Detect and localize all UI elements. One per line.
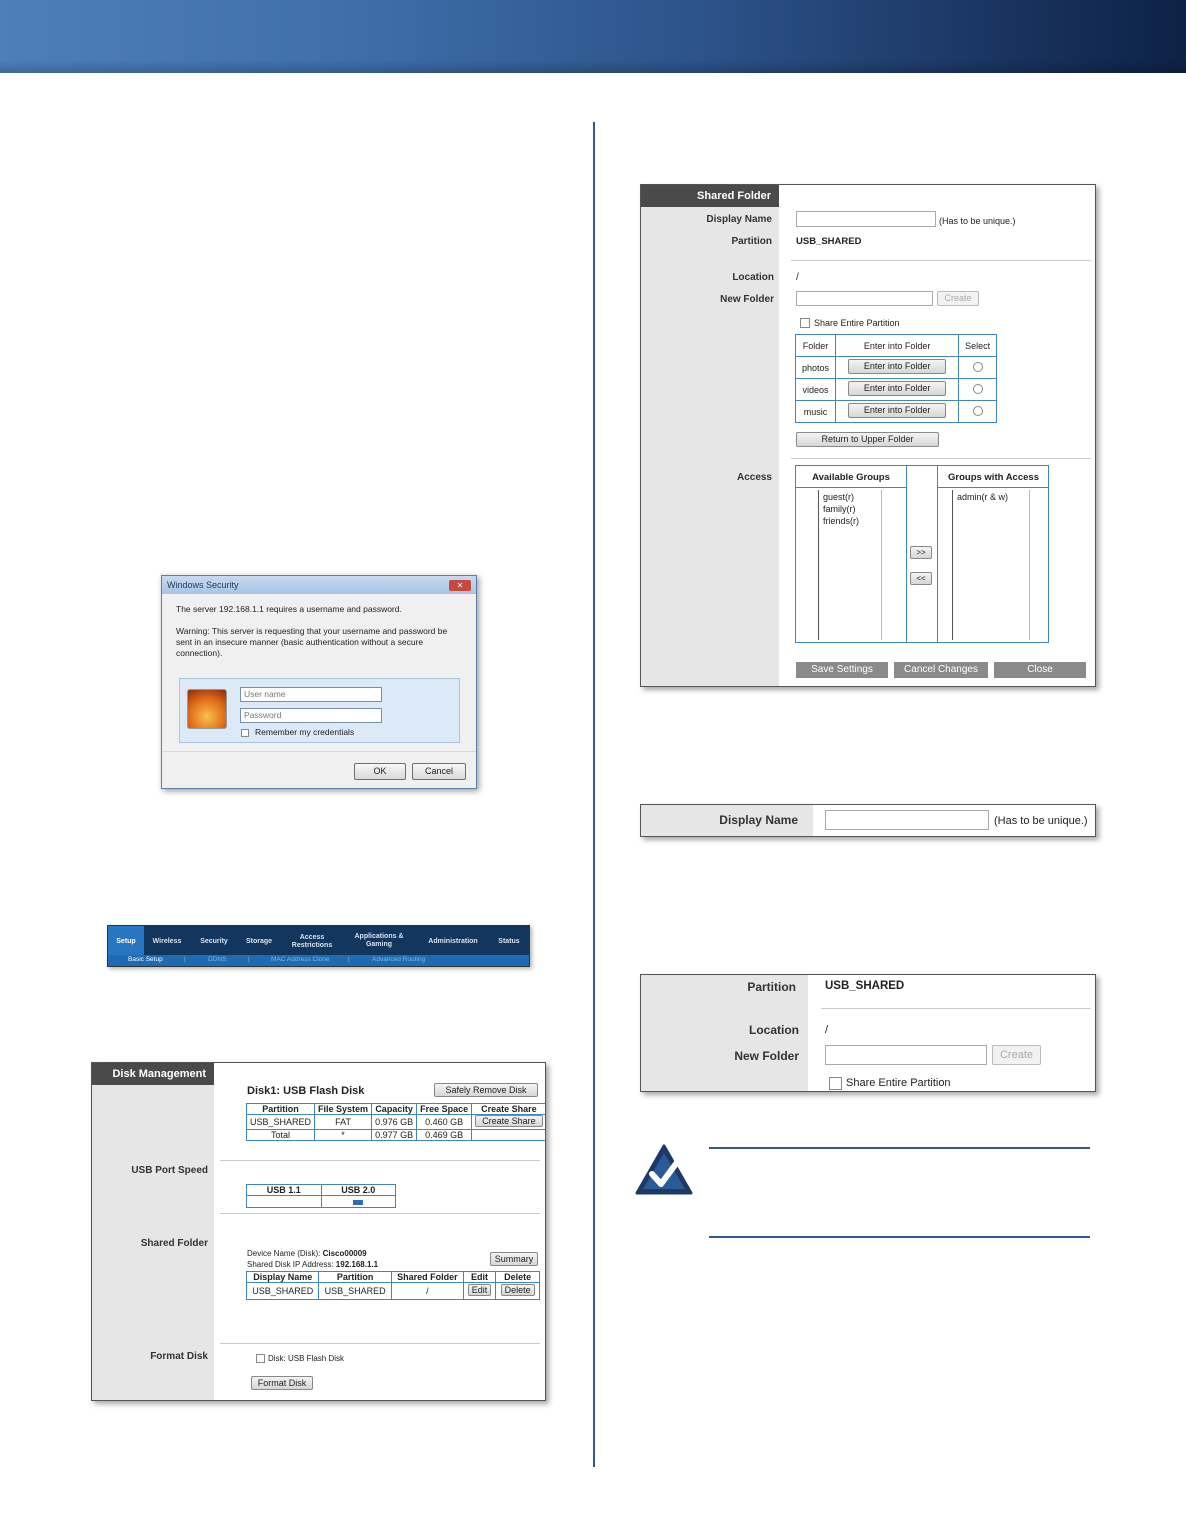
section-divider — [791, 458, 1091, 459]
unique-hint: (Has to be unique.) — [939, 216, 1016, 226]
table-cell: 0.469 GB — [417, 1130, 472, 1141]
table-cell: USB_SHARED — [247, 1283, 319, 1300]
partition-table — [246, 1103, 546, 1141]
dialog-message: The server 192.168.1.1 requires a username and password. — [176, 604, 402, 614]
display-name-input[interactable] — [825, 810, 989, 830]
create-share-button[interactable]: Create Share — [475, 1115, 543, 1127]
create-folder-button[interactable]: Create — [937, 291, 979, 306]
crop-sidebar — [641, 975, 808, 1091]
shared-ip-label: Shared Disk IP Address: — [247, 1260, 334, 1269]
share-entire-partition-label: Share Entire Partition — [846, 1077, 951, 1089]
usb-2-0-selected-indicator[interactable] — [353, 1200, 363, 1205]
subnav-mac-address-clone[interactable]: MAC Address Clone — [271, 956, 330, 963]
device-name-value: Cisco00009 — [322, 1249, 367, 1258]
select-folder-radio[interactable] — [973, 406, 983, 416]
table-row — [796, 379, 997, 401]
nav-item-administration[interactable]: Administration — [428, 938, 478, 945]
table-cell: FAT — [315, 1115, 372, 1130]
device-name-line — [247, 1249, 367, 1258]
partition-crop — [640, 974, 1096, 1092]
section-divider — [220, 1160, 540, 1161]
edit-cell — [463, 1283, 496, 1300]
table-cell: USB_SHARED — [247, 1115, 315, 1130]
display-name-input[interactable] — [796, 211, 936, 227]
format-disk-button[interactable]: Format Disk — [251, 1376, 313, 1390]
table-cell: USB_SHARED — [319, 1283, 391, 1300]
create-share-header: Create Share — [472, 1104, 546, 1115]
nav-item-applications-gaming[interactable]: Applications & Gaming — [354, 933, 404, 948]
remember-checkbox[interactable] — [241, 729, 249, 737]
add-group-button[interactable]: >> — [910, 546, 932, 559]
table-row — [796, 401, 997, 423]
section-divider — [220, 1213, 540, 1214]
new-folder-input[interactable] — [796, 291, 933, 306]
note-rule-top — [709, 1147, 1090, 1149]
location-value: / — [796, 272, 799, 283]
share-entire-partition-checkbox[interactable] — [800, 318, 810, 328]
location-label: Location — [749, 1023, 799, 1037]
select-folder-radio[interactable] — [973, 362, 983, 372]
dialog-title: Windows Security — [162, 576, 476, 594]
device-name-label: Device Name (Disk): — [247, 1249, 321, 1258]
folder-name: music — [796, 401, 836, 423]
folder-name: photos — [796, 357, 836, 379]
new-folder-label: New Folder — [734, 1049, 799, 1063]
column-divider — [593, 122, 595, 1467]
shared-folder-sidebar-title: Shared Folder — [641, 185, 779, 207]
user-avatar-icon — [187, 689, 227, 729]
list-item[interactable]: guest(r) — [823, 492, 855, 502]
capacity-header: Capacity — [372, 1104, 417, 1115]
close-button[interactable]: Close — [994, 662, 1086, 678]
new-folder-input[interactable] — [825, 1045, 987, 1065]
nav-item-setup[interactable]: Setup — [116, 938, 136, 945]
ok-button[interactable]: OK — [354, 763, 406, 780]
unique-hint: (Has to be unique.) — [994, 815, 1088, 827]
header-banner-shadow — [0, 60, 1186, 73]
groups-with-access-header: Groups with Access — [948, 472, 1039, 483]
return-upper-folder-button[interactable]: Return to Upper Folder — [796, 432, 939, 447]
sub-nav — [108, 955, 529, 966]
usb-1-1-cell — [247, 1196, 322, 1208]
usb-2-0-header: USB 2.0 — [321, 1185, 396, 1196]
select-header: Select — [959, 335, 997, 357]
table-cell: 0.460 GB — [417, 1115, 472, 1130]
windows-security-dialog — [161, 575, 477, 789]
select-cell — [959, 379, 997, 401]
delete-header: Delete — [496, 1272, 540, 1283]
nav-item-storage[interactable]: Storage — [245, 938, 273, 945]
partition-value: USB_SHARED — [796, 236, 862, 247]
select-folder-radio[interactable] — [973, 384, 983, 394]
subnav-ddns[interactable]: DDNS — [208, 956, 227, 963]
groups-with-access-list[interactable] — [952, 490, 1030, 640]
router-nav-bar — [107, 925, 530, 967]
table-cell: Total — [247, 1130, 315, 1141]
create-share-cell — [472, 1115, 546, 1130]
partition-label: Partition — [731, 236, 772, 247]
partition-header: Partition — [247, 1104, 315, 1115]
access-label: Access — [736, 472, 772, 483]
usb-2-0-cell — [321, 1196, 396, 1208]
credential-panel — [179, 678, 460, 743]
select-cell — [959, 401, 997, 423]
enter-into-folder-button[interactable]: Enter into Folder — [848, 403, 946, 418]
cancel-changes-button[interactable]: Cancel Changes — [894, 662, 988, 678]
format-disk-checkbox[interactable] — [256, 1354, 265, 1363]
usb-speed-table — [246, 1184, 396, 1208]
shared-folder-label: Shared Folder — [140, 1238, 208, 1249]
crop-sidebar — [641, 805, 813, 836]
folder-name: videos — [796, 379, 836, 401]
enter-folder-cell — [835, 379, 958, 401]
enter-into-folder-header: Enter into Folder — [835, 335, 958, 357]
disk-sidebar — [92, 1063, 214, 1400]
nav-item-access-restrictions[interactable]: Access Restrictions — [291, 934, 333, 949]
table-cell: 0.976 GB — [372, 1115, 417, 1130]
usb-port-speed-label: USB Port Speed — [131, 1165, 208, 1176]
enter-into-folder-button[interactable]: Enter into Folder — [848, 381, 946, 396]
checkmark-icon — [635, 1144, 693, 1196]
section-divider — [821, 1008, 1091, 1009]
format-disk-checkbox-label: Disk: USB Flash Disk — [268, 1354, 345, 1363]
shared-folder-sidebar — [641, 185, 779, 686]
list-item[interactable]: family(r) — [823, 504, 856, 514]
subnav-advanced-routing[interactable]: Advanced Routing — [372, 956, 426, 963]
subnav-separator: | — [248, 956, 250, 963]
subnav-separator: | — [348, 956, 350, 963]
shared-ip-line — [247, 1260, 378, 1269]
share-entire-partition-label: Share Entire Partition — [814, 318, 900, 328]
subnav-separator: | — [184, 956, 186, 963]
disk-management-panel — [91, 1062, 546, 1401]
table-row — [247, 1130, 547, 1141]
list-item[interactable]: friends(r) — [823, 516, 860, 526]
section-divider — [791, 260, 1091, 261]
folder-table — [795, 334, 997, 423]
table-row — [796, 357, 997, 379]
display-name-header: Display Name — [247, 1272, 319, 1283]
table-cell: 0.977 GB — [372, 1130, 417, 1141]
table-cell: / — [391, 1283, 463, 1300]
usb-1-1-header: USB 1.1 — [247, 1185, 322, 1196]
access-divider — [906, 466, 907, 642]
edit-button[interactable]: Edit — [468, 1284, 492, 1296]
shared-folder-header: Shared Folder — [391, 1272, 463, 1283]
list-item[interactable]: admin(r & w) — [957, 492, 1009, 502]
access-box — [795, 465, 1049, 643]
location-value: / — [825, 1024, 829, 1036]
disk-sidebar-title: Disk Management — [92, 1063, 214, 1085]
save-settings-button[interactable]: Save Settings — [796, 662, 888, 678]
table-row — [247, 1283, 540, 1300]
username-input[interactable]: User name — [240, 687, 382, 702]
table-row — [247, 1115, 547, 1130]
display-name-crop — [640, 804, 1096, 837]
delete-button[interactable]: Delete — [501, 1284, 535, 1296]
enter-folder-cell — [835, 401, 958, 423]
shared-folder-panel — [640, 184, 1096, 687]
table-cell — [472, 1130, 546, 1141]
access-divider — [796, 487, 906, 488]
new-folder-label: New Folder — [720, 294, 774, 305]
remove-group-button[interactable]: << — [910, 572, 932, 585]
available-groups-list[interactable] — [818, 490, 882, 640]
close-icon[interactable]: ✕ — [449, 580, 471, 591]
password-input[interactable]: Password — [240, 708, 382, 723]
disk-title: Disk1: USB Flash Disk — [247, 1085, 365, 1097]
display-name-label: Display Name — [719, 813, 798, 827]
enter-into-folder-button[interactable]: Enter into Folder — [848, 359, 946, 374]
edit-header: Edit — [463, 1272, 496, 1283]
display-name-label: Display Name — [706, 214, 772, 225]
shared-ip-value: 192.168.1.1 — [335, 1260, 379, 1269]
location-label: Location — [732, 272, 774, 283]
dialog-divider — [162, 751, 476, 752]
table-cell: * — [315, 1130, 372, 1141]
remember-label: Remember my credentials — [255, 727, 355, 737]
delete-cell — [496, 1283, 540, 1300]
format-disk-label: Format Disk — [150, 1351, 208, 1362]
file-system-header: File System — [315, 1104, 372, 1115]
free-space-header: Free Space — [417, 1104, 472, 1115]
nav-item-status[interactable]: Status — [498, 938, 520, 945]
share-entire-partition-checkbox[interactable] — [829, 1077, 842, 1090]
partition-value: USB_SHARED — [825, 980, 905, 992]
enter-folder-cell — [835, 357, 958, 379]
partition-label: Partition — [747, 980, 796, 994]
dialog-warning: Warning: This server is requesting that your username and password be sent in an insecure manner (basic authentication without a secure connection). — [176, 626, 448, 658]
share-table — [246, 1271, 540, 1300]
nav-item-security[interactable]: Security — [200, 938, 228, 945]
partition-header: Partition — [319, 1272, 391, 1283]
subnav-basic-setup[interactable]: Basic Setup — [128, 956, 163, 963]
section-divider — [220, 1343, 540, 1344]
summary-button[interactable]: Summary — [490, 1252, 538, 1266]
available-groups-header: Available Groups — [812, 472, 890, 483]
create-folder-button[interactable]: Create — [992, 1045, 1041, 1065]
safely-remove-disk-button[interactable]: Safely Remove Disk — [434, 1083, 538, 1097]
note-rule-bottom — [709, 1236, 1090, 1238]
cancel-button[interactable]: Cancel — [412, 763, 466, 780]
access-divider — [937, 487, 1049, 488]
access-divider — [937, 466, 938, 642]
nav-item-wireless[interactable]: Wireless — [152, 938, 182, 945]
folder-header: Folder — [796, 335, 836, 357]
select-cell — [959, 357, 997, 379]
